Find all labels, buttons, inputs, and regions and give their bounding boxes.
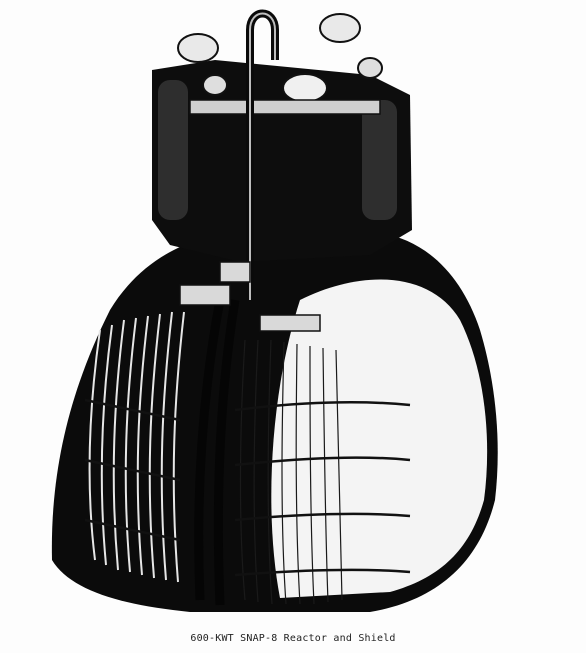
reactor-photo-icon [40,0,510,625]
figure-caption: 600-KWT SNAP-8 Reactor and Shield [190,633,396,644]
